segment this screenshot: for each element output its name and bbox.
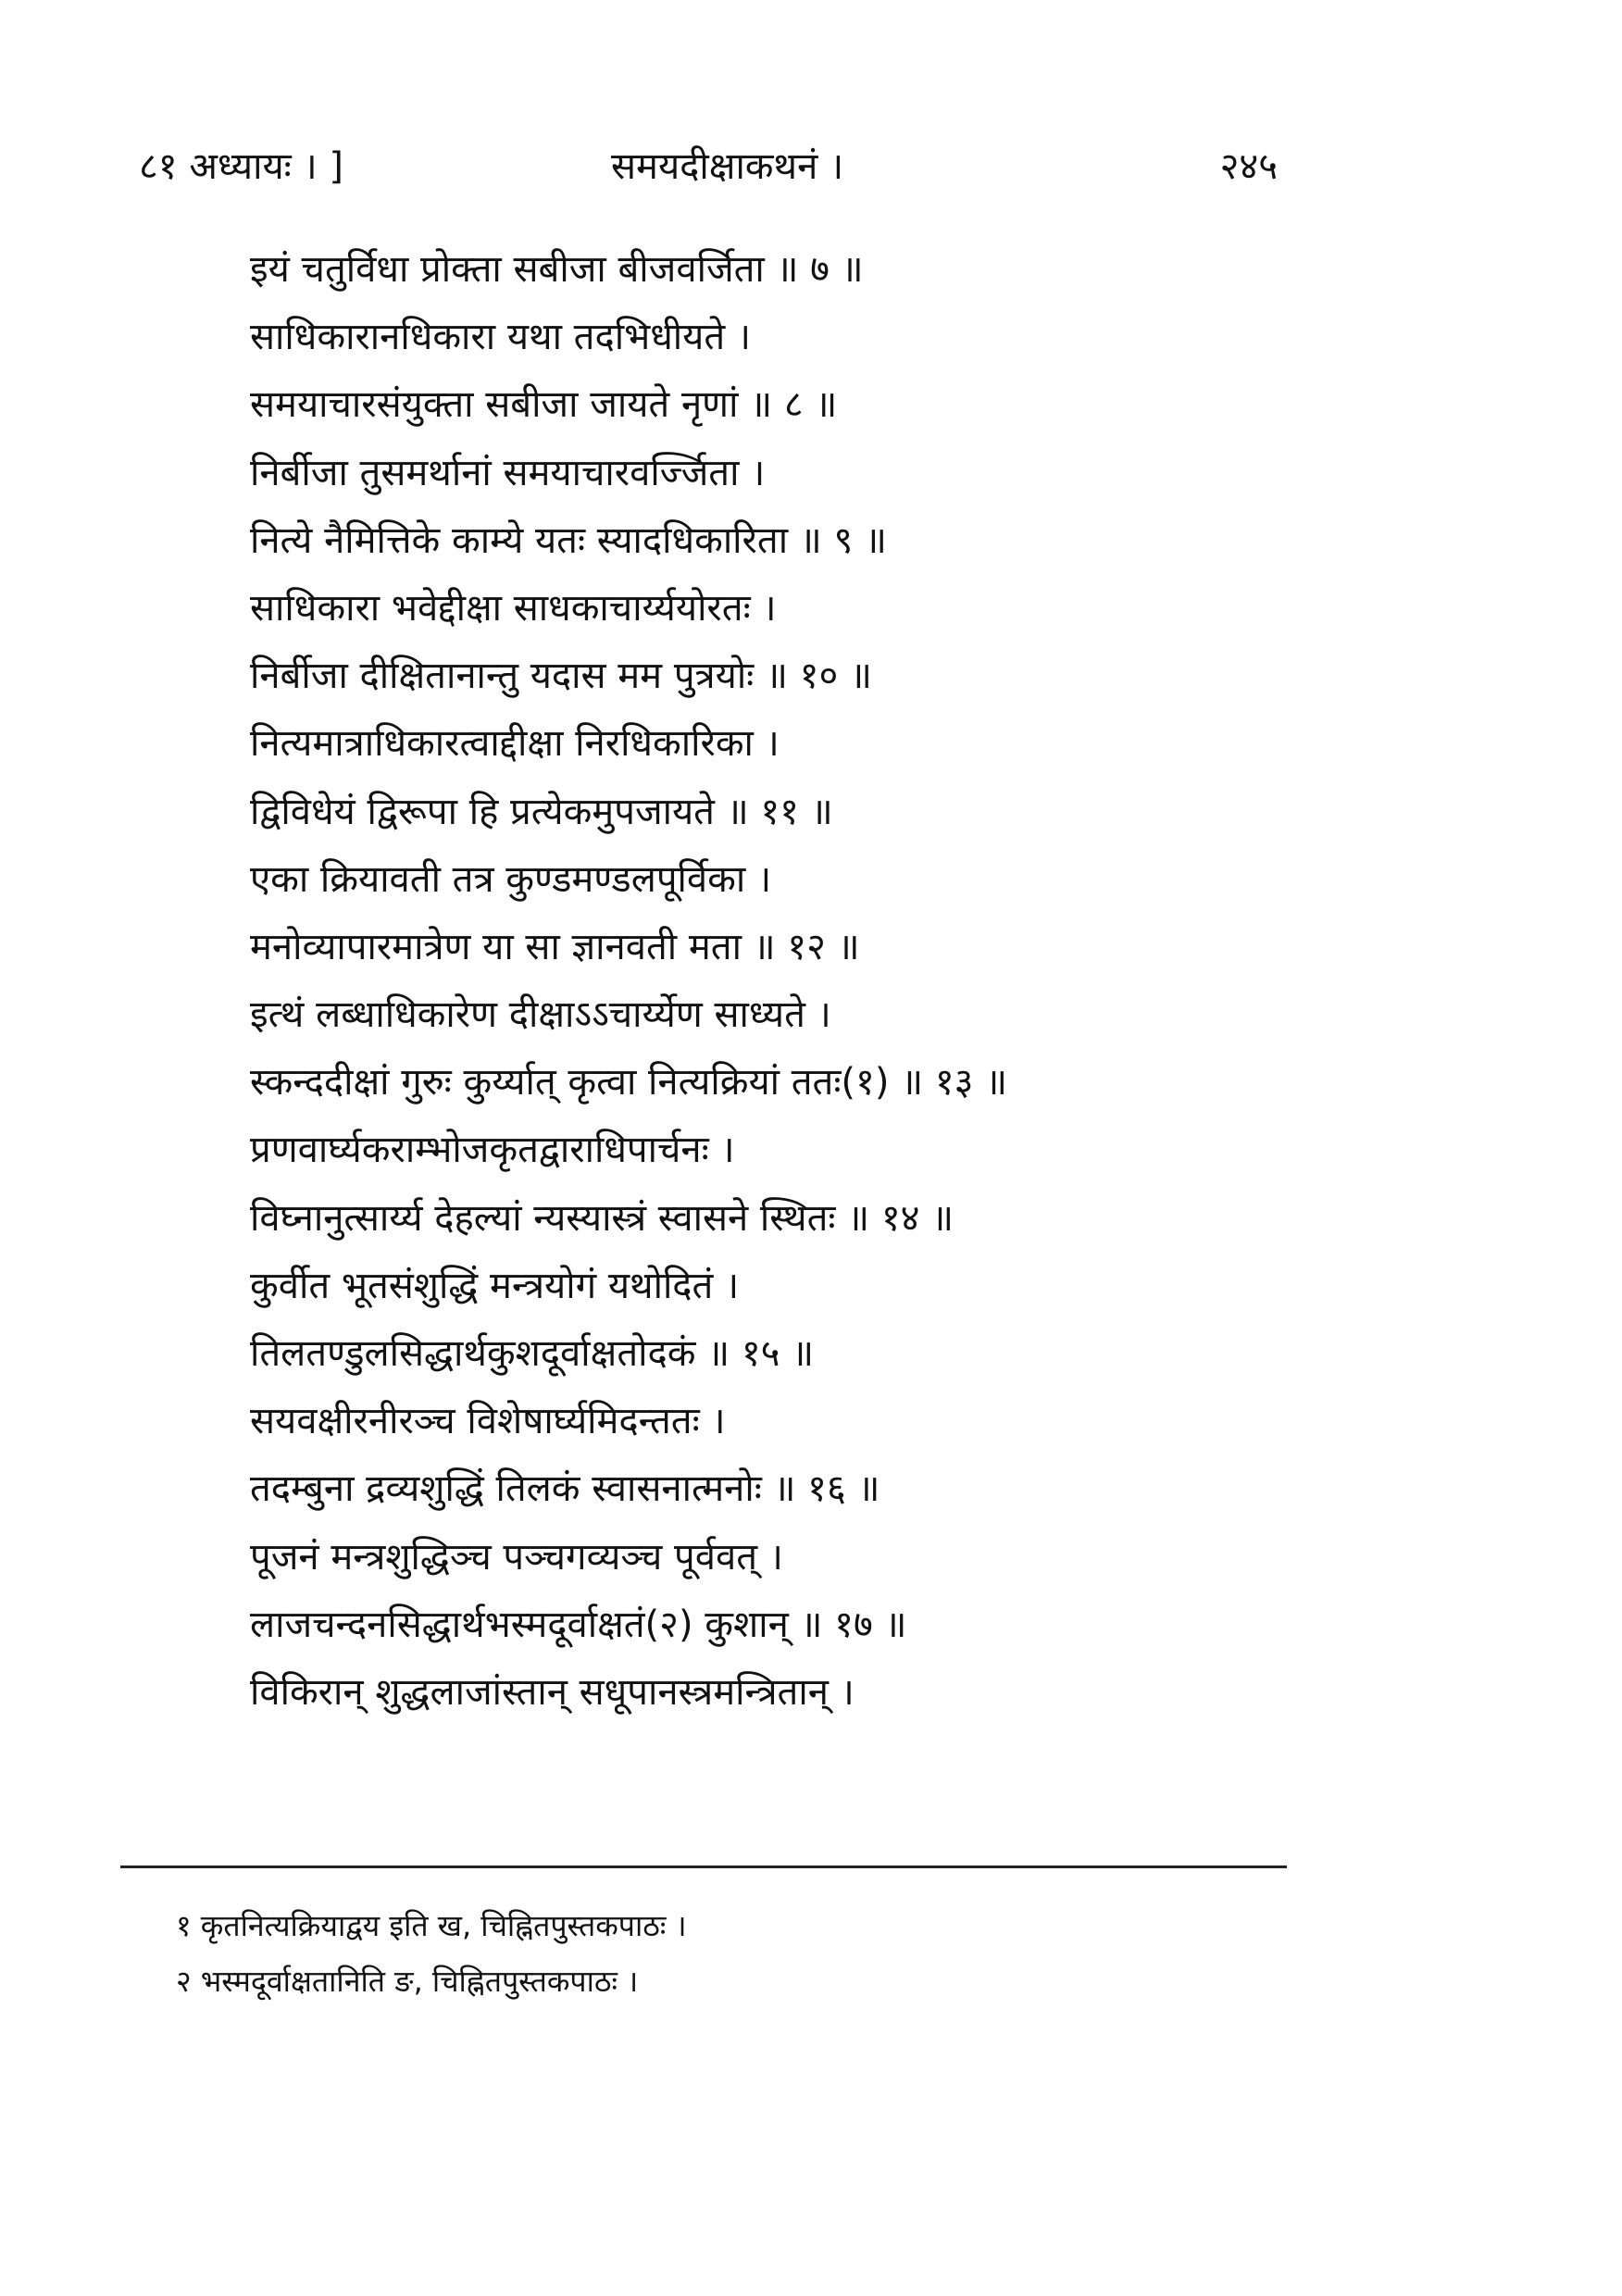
verse-line: एका क्रियावती तत्र कुण्डमण्डलपूर्विका ।	[250, 857, 772, 901]
verse-line: विकिरान् शुद्धलाजांस्तान् सधूपानस्त्रमन्त्रितान् ।	[250, 1670, 855, 1714]
verse-line: इयं चतुर्विधा प्रोक्ता सबीजा बीजवर्जिता ॥ ७ ॥	[250, 248, 864, 291]
footnote-divider	[120, 1866, 1287, 1868]
page-number: २४५	[1219, 145, 1278, 188]
verse-line: निर्बीजा दीक्षितानान्तु यदास मम पुत्रयोः ॥ १० ॥	[250, 655, 872, 698]
chapter-label: ८१ अध्यायः । ]	[139, 145, 343, 188]
page-title: समयदीक्षाकथनं ।	[611, 145, 844, 188]
verse-line: इत्थं लब्धाधिकारेण दीक्षाऽऽचार्य्येण साध्यते ।	[250, 993, 831, 1037]
footnote: २ भस्मदूर्वाक्षतानिति ङ, चिह्नितपुस्तकपाठः ।	[176, 1964, 639, 1999]
verse-line: पूजनं मन्त्रशुद्धिञ्च पञ्चगव्यञ्च पूर्ववत् ।	[250, 1535, 783, 1578]
footnote: १ कृतनित्यक्रियाद्वय इति ख, चिह्नितपुस्तकपाठः ।	[176, 1908, 687, 1943]
verse-block	[250, 236, 1315, 1727]
verse-line: कुर्वीत भूतसंशुद्धिं मन्त्रयोगं यथोदितं ।	[250, 1264, 740, 1307]
verse-line: द्विविधेयं द्विरूपा हि प्रत्येकमुपजायते ॥ ११ ॥	[250, 790, 833, 833]
verse-line: मनोव्यापारमात्रेण या सा ज्ञानवती मता ॥ १२ ॥	[250, 925, 860, 968]
verse-line: प्रणवार्घ्यकराम्भोजकृतद्वाराधिपार्चनः ।	[250, 1129, 735, 1172]
running-header	[139, 139, 1278, 194]
verse-line: तिलतण्डुलसिद्धार्थकुशदूर्वाक्षतोदकं ॥ १५ ॥	[250, 1332, 815, 1375]
verse-line: साधिकारा भवेद्दीक्षा साधकाचार्य्ययोरतः ।	[250, 586, 777, 630]
verse-line: विघ्नानुत्सार्य्य देहल्यां न्यस्यास्त्रं स्वासने स्थितः ॥ १४ ॥	[250, 1196, 954, 1240]
verse-line: नित्ये नैमित्तिके काम्ये यतः स्यादधिकारिता ॥ ९ ॥	[250, 518, 887, 562]
verse-line: तदम्बुना द्रव्यशुद्धिं तिलकं स्वासनात्मनोः ॥ १६ ॥	[250, 1467, 880, 1511]
verse-line: समयाचारसंयुक्ता सबीजा जायते नृणां ॥ ८ ॥	[250, 383, 838, 427]
verse-line: साधिकारानधिकारा यथा तदभिधीयते ।	[250, 316, 752, 359]
verse-line: सयवक्षीरनीरञ्च विशेषार्घ्यमिदन्ततः ।	[250, 1400, 726, 1443]
verse-line: स्कन्ददीक्षां गुरुः कुर्य्यात् कृत्वा नित्यक्रियां ततः(१) ॥ १३ ॥	[250, 1061, 1008, 1104]
verse-line: लाजचन्दनसिद्धार्थभस्मदूर्वाक्षतं(२) कुशान् ॥ १७ ॥	[250, 1603, 907, 1646]
footnotes	[176, 1898, 1241, 2009]
verse-line: नित्यमात्राधिकारत्वाद्दीक्षा निरधिकारिका ।	[250, 722, 780, 766]
verse-line: निर्बीजा तुसमर्थानां समयाचारवर्ज्जिता ।	[250, 451, 766, 494]
